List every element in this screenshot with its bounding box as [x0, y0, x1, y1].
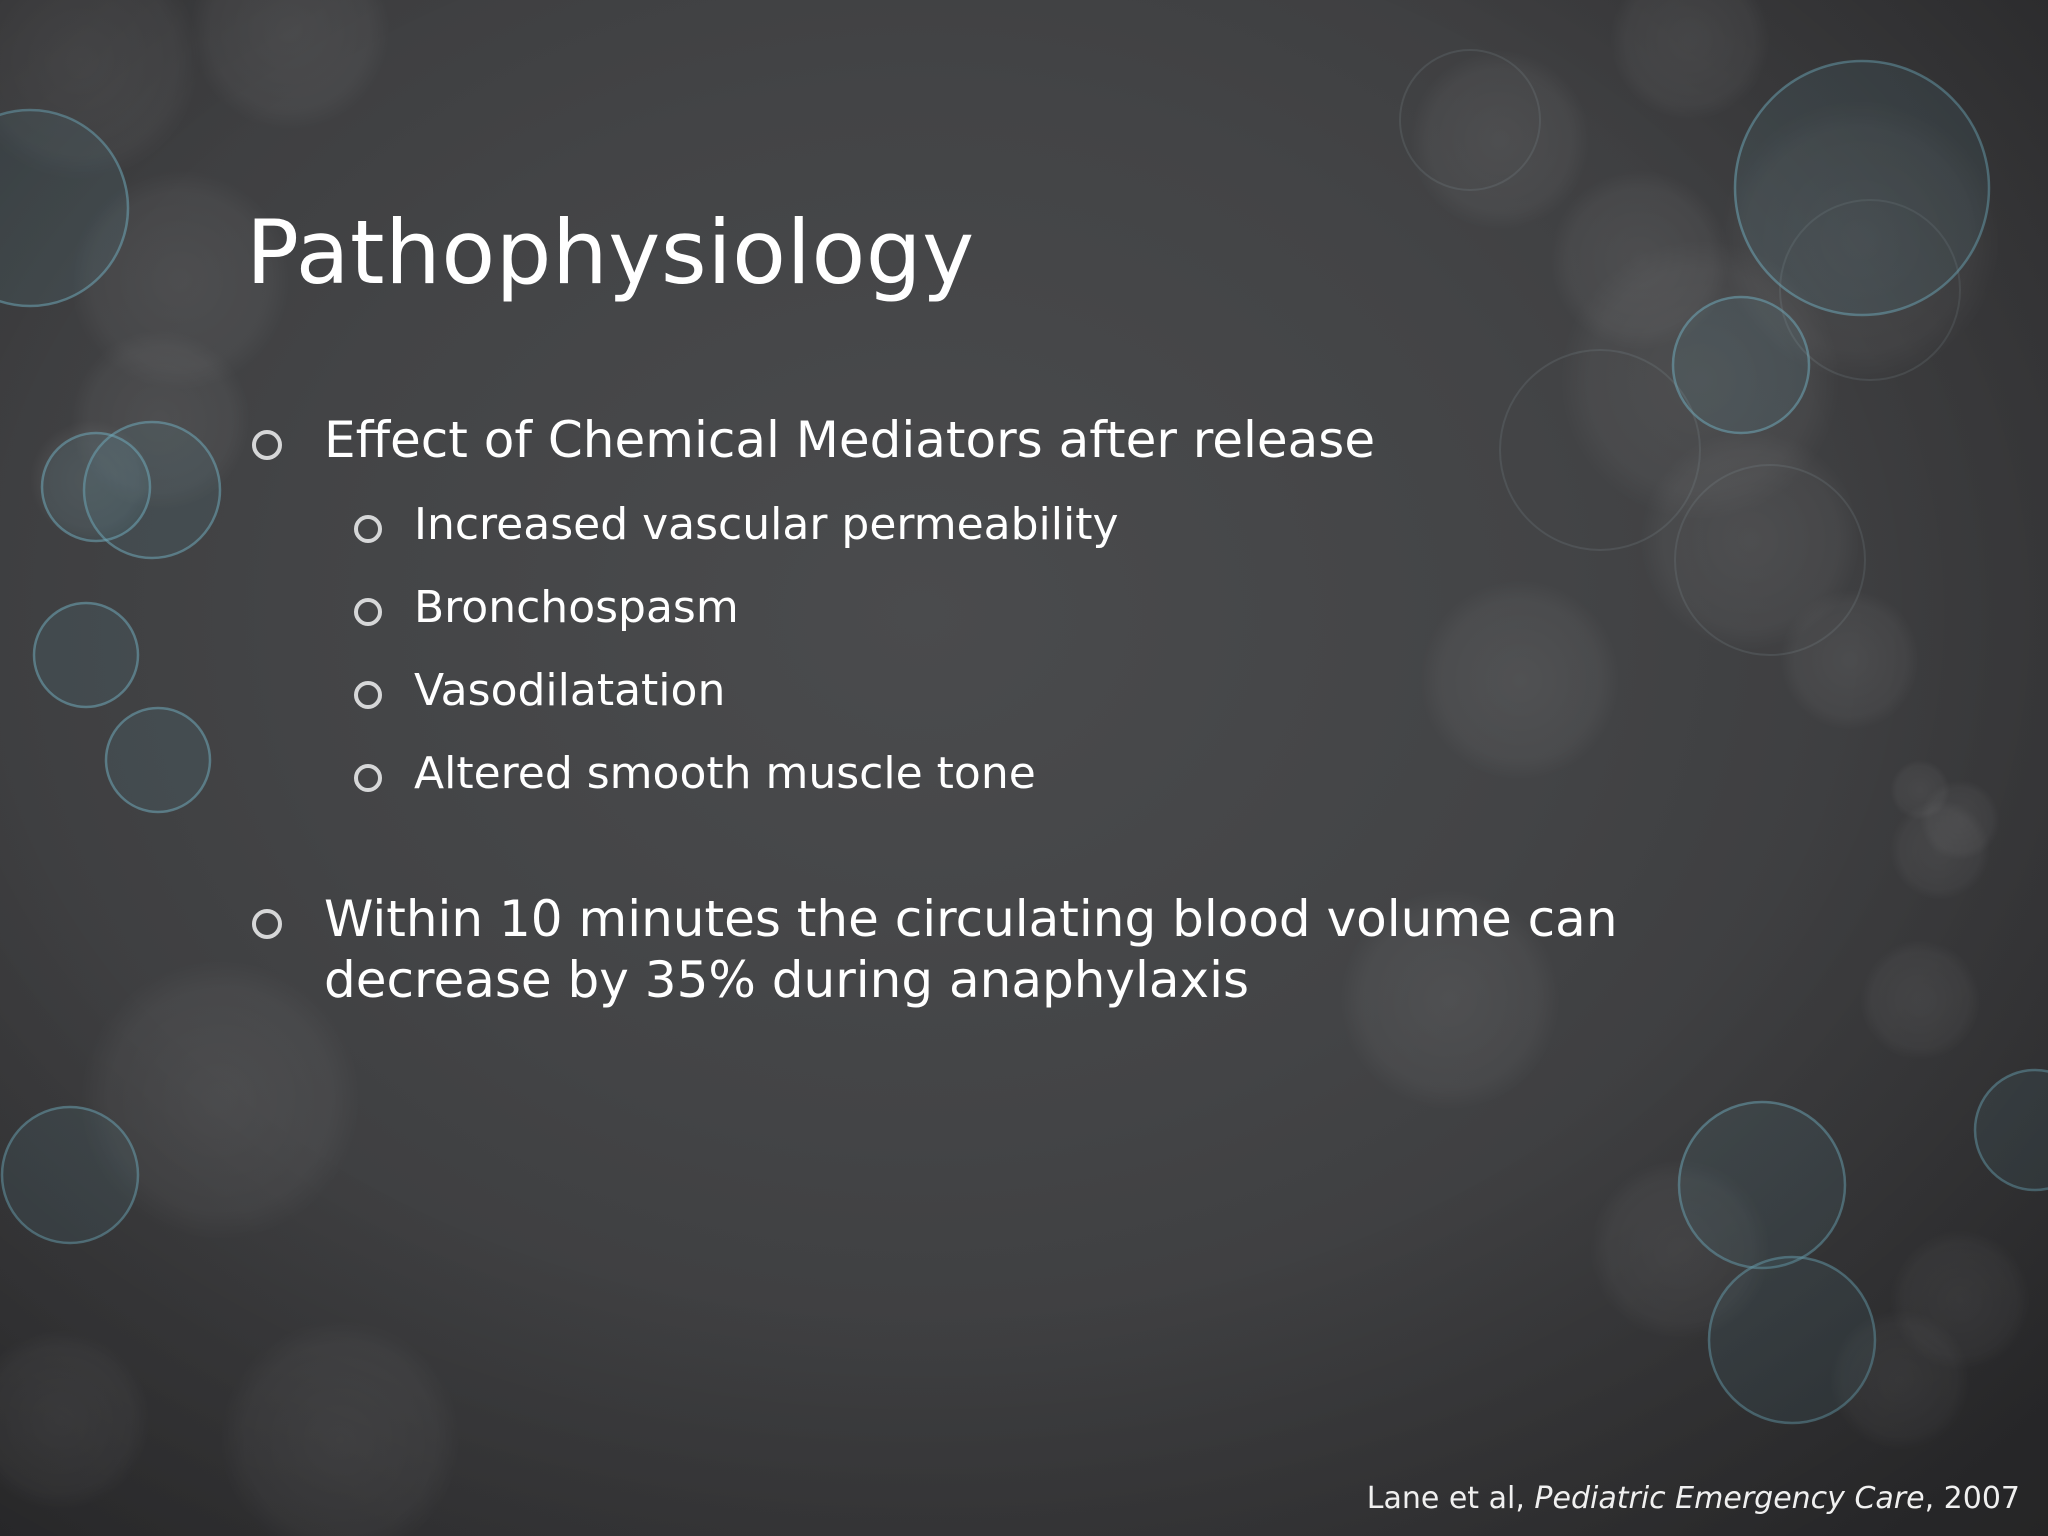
citation-year: , 2007 [1924, 1481, 2020, 1516]
sub-bullet-item [246, 579, 1726, 637]
sub-bullet-text: Altered smooth muscle tone [414, 748, 1036, 799]
slide-body [246, 410, 1726, 1011]
sub-bullet-text: Increased vascular permeability [414, 499, 1119, 550]
bullet-item [246, 889, 1726, 1011]
hollow-circle-bullet-icon [354, 515, 382, 543]
bullet-item [246, 410, 1726, 471]
slide-title: Pathophysiology [246, 201, 975, 304]
hollow-circle-bullet-icon [354, 764, 382, 792]
sub-bullet-text: Vasodilatation [414, 665, 726, 716]
bullet-text: Effect of Chemical Mediators after release [324, 411, 1376, 469]
hollow-circle-bullet-icon [354, 681, 382, 709]
sub-bullet-item [246, 662, 1726, 720]
spacer [246, 803, 1726, 889]
citation-journal: Pediatric Emergency Care [1534, 1481, 1925, 1516]
sub-bullet-text: Bronchospasm [414, 582, 739, 633]
hollow-circle-bullet-icon [252, 909, 282, 939]
citation [1367, 1481, 2020, 1516]
bullet-text: Within 10 minutes the circulating blood volume can decrease by 35% during anaphylaxis [324, 890, 1618, 1009]
hollow-circle-bullet-icon [252, 430, 282, 460]
hollow-circle-bullet-icon [354, 598, 382, 626]
sub-bullet-item [246, 496, 1726, 554]
citation-authors: Lane et al, [1366, 1481, 1535, 1516]
sub-bullet-item [246, 745, 1726, 803]
